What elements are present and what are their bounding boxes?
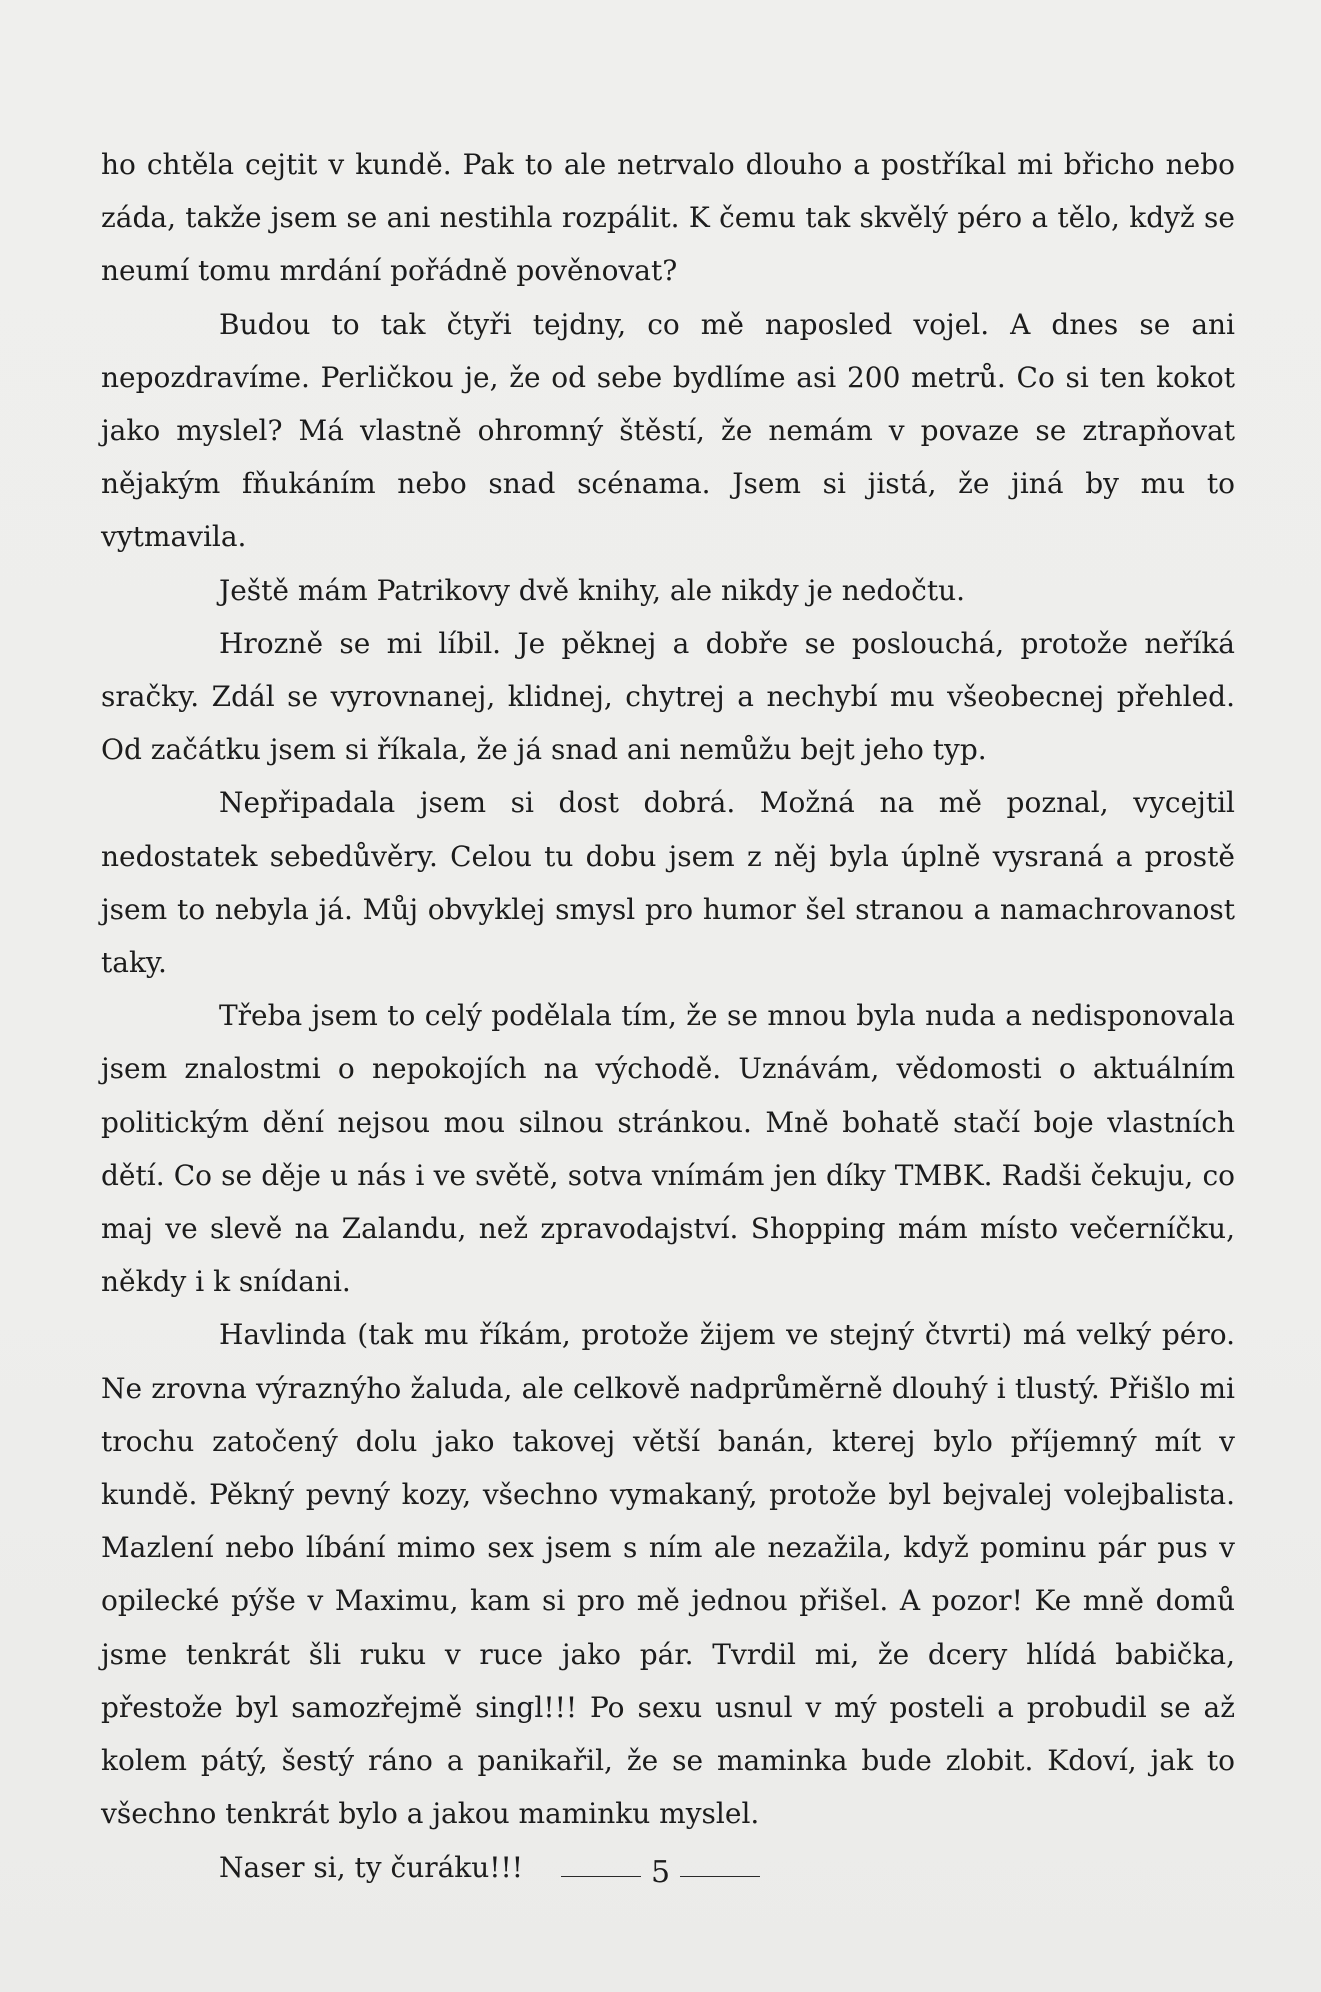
folio-rule-right	[680, 1876, 760, 1877]
paragraph-2: Budou to tak čtyři tejdny, co mě naposled vojel. A dnes se ani nepozdravíme. Perličkou je, že od sebe bydlíme asi 200 metrů. Co si ten kokot jako myslel? Má vlastně ohromný štěstí, že nemám v povaze se ztrapňovat nějakým fňukáním nebo snad scénama. Jsem si jistá, že jiná by mu to vytmavila.	[101, 307, 1235, 554]
page-number-footer	[0, 1855, 1321, 1890]
page-number: 5	[650, 1855, 671, 1890]
paragraph-8: Naser si, ty čuráku!!!	[219, 1850, 524, 1884]
paragraph-3: Ještě mám Patrikovy dvě knihy, ale nikdy je nedočtu.	[219, 573, 966, 607]
paragraph-6: Třeba jsem to celý podělala tím, že se mnou byla nuda a nedisponovala jsem znalostmi o nepokojích na východě. Uznávám, vědomosti o aktuálním politickým dění nejsou mou silnou stránkou. Mně bohatě stačí boje vlastních dětí. Co se děje u nás i ve světě, sotva vnímám jen díky TMBK. Radši čekuju, co maj ve slevě na Zalandu, než zpravodajství. Shopping mám místo večerníčku, někdy i k snídani.	[101, 999, 1235, 1299]
paragraph-4: Hrozně se mi líbil. Je pěknej a dobře se poslouchá, protože neříká sračky. Zdál se vyrovnanej, klidnej, chytrej a nechybí mu všeobecnej přehled. Od začátku jsem si říkala, že já snad ani nemůžu bejt jeho typ.	[101, 626, 1235, 767]
folio-rule-left	[561, 1876, 641, 1877]
body-text	[101, 138, 1235, 1894]
paragraph-1: ho chtěla cejtit v kundě. Pak to ale netrvalo dlouho a postříkal mi břicho nebo záda, takže jsem se ani nestihla rozpálit. K čemu tak skvělý péro a tělo, když se neumí tomu mrdání pořádně pověnovat?	[101, 148, 1235, 288]
paragraph-5: Nepřipadala jsem si dost dobrá. Možná na mě poznal, vycejtil nedostatek sebedůvěry. Celou tu dobu jsem z něj byla úplně vysraná a prostě jsem to nebyla já. Můj obvyklej smysl pro humor šel stranou a namachrovanost taky.	[101, 786, 1235, 980]
paragraph-7: Havlinda (tak mu říkám, protože žijem ve stejný čtvrti) má velký péro. Ne zrovna výraznýho žaluda, ale celkově nadprůměrně dlouhý i tlustý. Přišlo mi trochu zatočený dolu jako takovej větší banán, kterej bylo příjemný mít v kundě. Pěkný pevný kozy, všechno vymakaný, protože byl bejvalej volejbalista. Mazlení nebo líbání mimo sex jsem s ním ale nezažila, když pominu pár pus v opilecké pýše v Maximu, kam si pro mě jednou přišel. A pozor! Ke mně domů jsme tenkrát šli ruku v ruce jako pár. Tvrdil mi, že dcery hlídá babička, přestože byl samozřejmě singl!!! Po sexu usnul v mý posteli a probudil se až kolem pátý, šestý ráno a panikařil, že se maminka bude zlobit. Kdoví, jak to všechno tenkrát bylo a jakou maminku myslel.	[101, 1318, 1235, 1831]
